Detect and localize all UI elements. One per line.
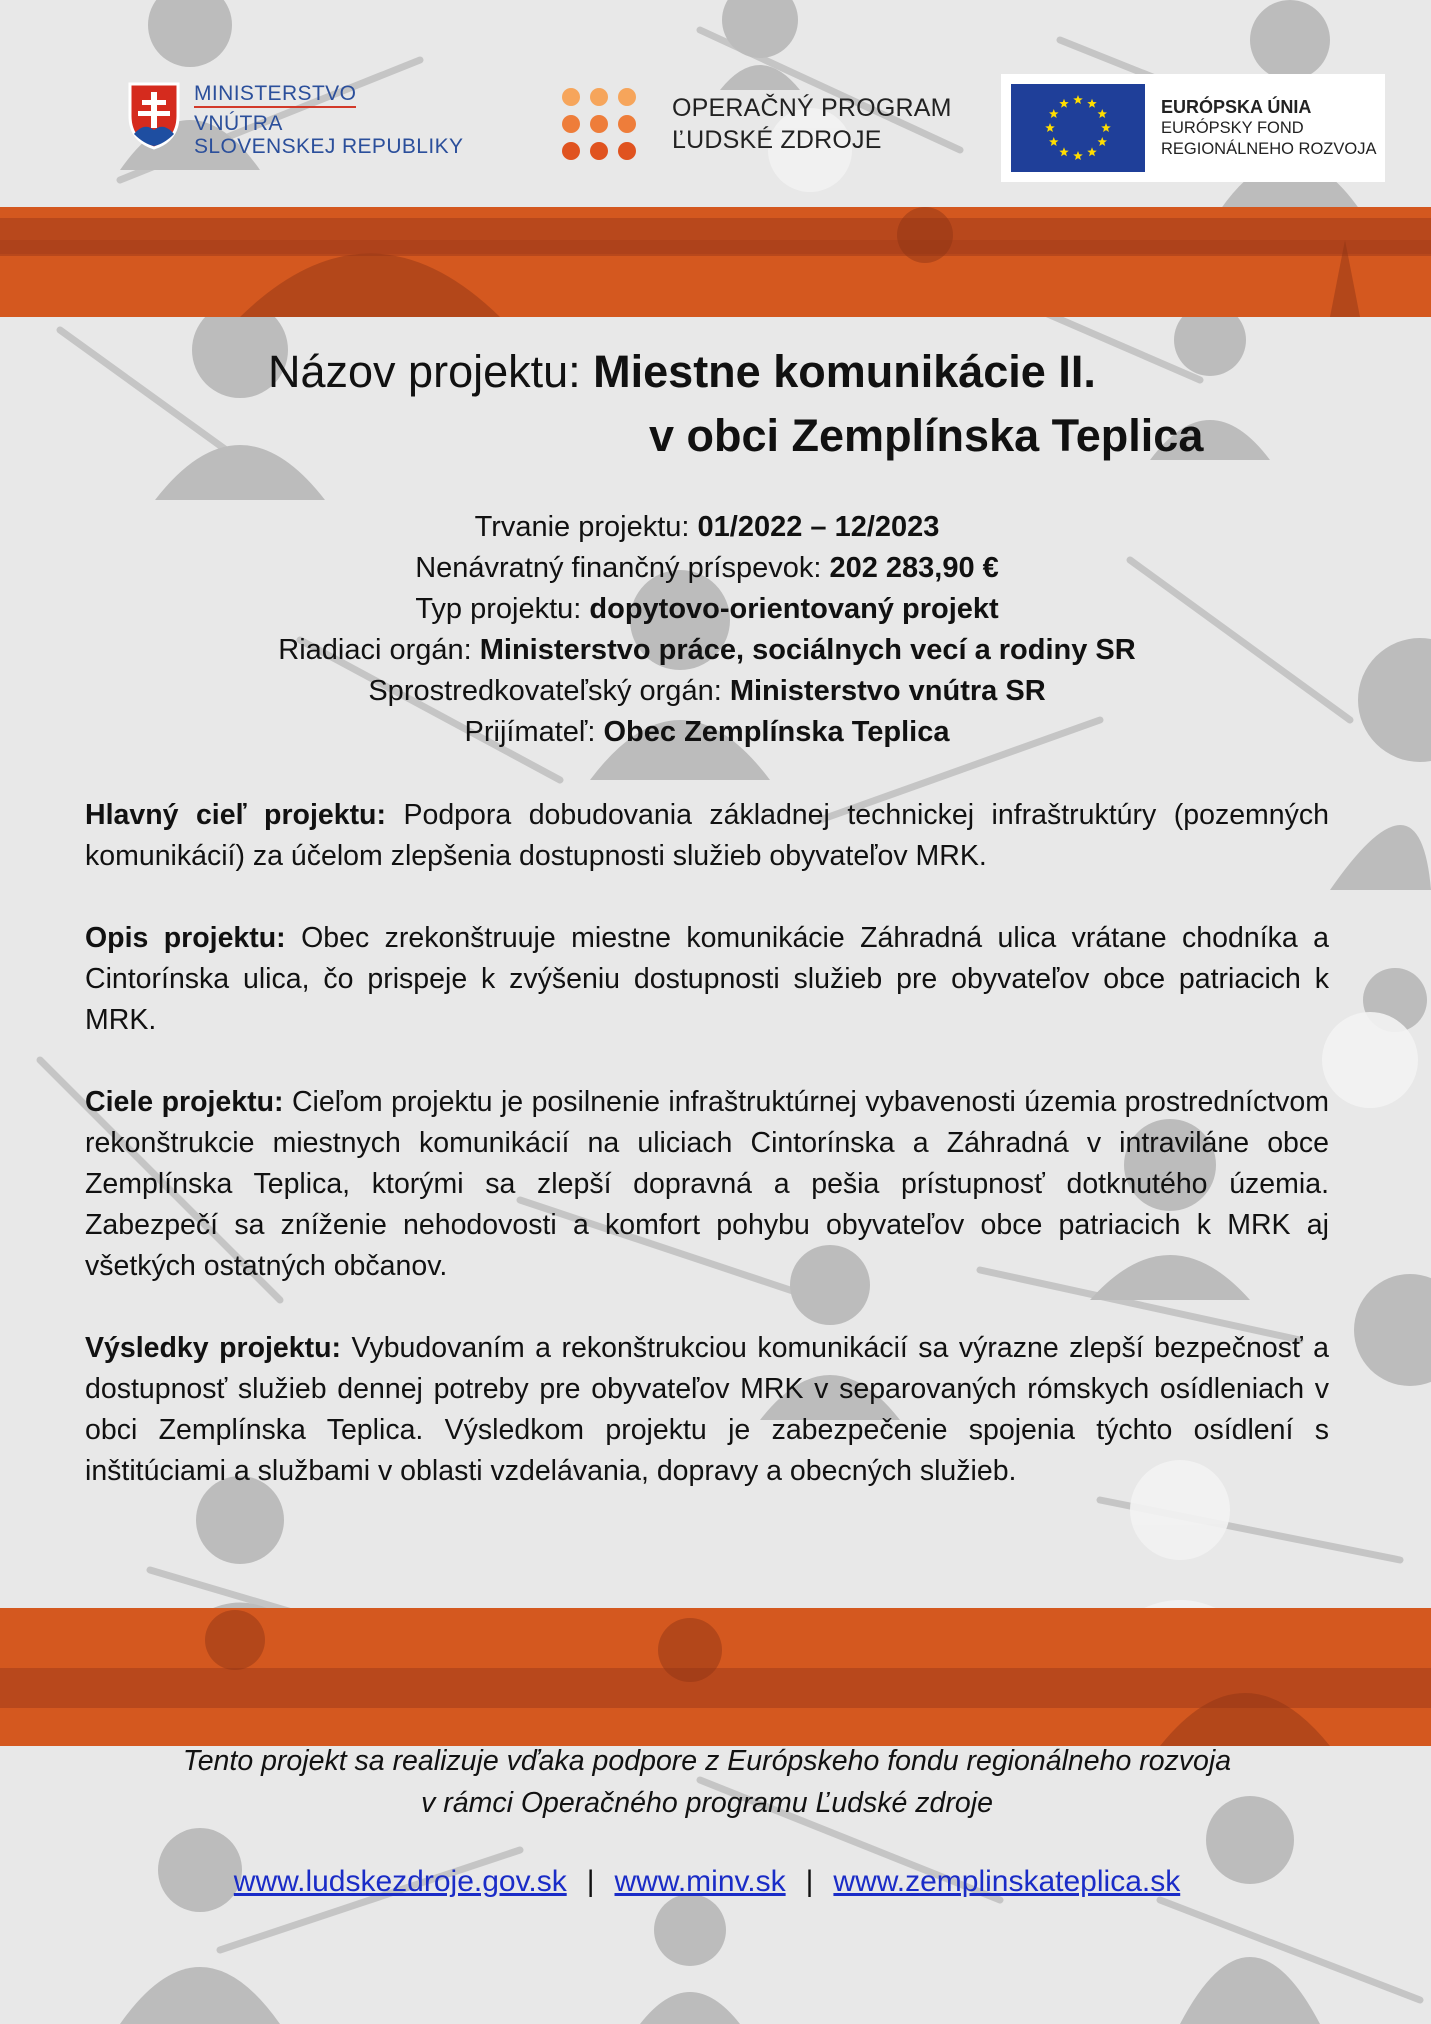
detail-row	[0, 712, 1414, 753]
detail-label: Nenávratný finančný príspevok:	[415, 552, 830, 584]
detail-value: dopytovo-orientovaný projekt	[589, 593, 999, 625]
title-line2: v obci Zemplínska Teplica	[649, 410, 1204, 461]
ministry-line3: SLOVENSKEJ REPUBLIKY	[194, 135, 464, 158]
ministry-logo	[128, 82, 463, 158]
detail-row	[0, 589, 1414, 630]
section-heading: Ciele projektu:	[85, 1086, 284, 1118]
section-text: Vybudovaním a rekonštrukciou komunikácií sa výrazne zlepší bezpečnosť a dostupnosť služieb dennej potreby pre obyvateľov MRK v separovaných rómskych osídleniach v obci Zemplínska Teplica. Výsledkom projektu je zabezpečenie spojenia týchto osídlení s inštitúciami a službami v oblasti vzdelávania, dopravy a obecných služieb.	[85, 1332, 1329, 1487]
program-line1: OPERAČNÝ PROGRAM	[672, 94, 952, 122]
slovak-coat-of-arms-icon	[128, 82, 180, 150]
link-zemplinskateplica[interactable]: www.zemplinskateplica.sk	[833, 1865, 1181, 1898]
section-heading: Hlavný cieľ projektu:	[85, 799, 386, 831]
detail-value: 01/2022 – 12/2023	[697, 511, 940, 543]
detail-label: Typ projektu:	[415, 593, 590, 625]
link-separator: |	[805, 1865, 814, 1898]
section-text: Obec zrekonštruuje miestne komunikácie Záhradná ulica vrátane chodníka a Cintorínska ulica, čo prispeje k zvýšeniu dostupnosti služieb pre obyvateľov obce patriacich k MRK.	[85, 922, 1329, 1036]
section-description	[85, 918, 1329, 1041]
dots-grid-icon	[560, 86, 638, 162]
detail-value: Obec Zemplínska Teplica	[603, 716, 950, 748]
project-title	[0, 340, 1431, 468]
link-ludskezdroje[interactable]: www.ludskezdroje.gov.sk	[233, 1865, 567, 1898]
funding-note	[0, 1740, 1414, 1824]
section-text: Podpora dobudovania základnej technickej infraštruktúry (pozemných komunikácií) za účelom zlepšenia dostupnosti služieb obyvateľov MRK.	[85, 799, 1329, 872]
eu-line1: EURÓPSKA ÚNIA	[1161, 96, 1312, 117]
project-sections	[85, 795, 1329, 1533]
section-heading: Výsledky projektu:	[85, 1332, 341, 1364]
detail-row	[0, 507, 1414, 548]
detail-row	[0, 671, 1414, 712]
program-logo	[560, 86, 952, 162]
funding-line1: Tento projekt sa realizuje vďaka podpore z Európskeho fondu regionálneho rozvoja	[182, 1745, 1232, 1777]
program-line2: ĽUDSKÉ ZDROJE	[672, 126, 882, 154]
title-label: Názov projektu:	[268, 346, 594, 397]
section-results	[85, 1328, 1329, 1492]
section-main-goal	[85, 795, 1329, 877]
eu-logo	[1001, 74, 1385, 182]
eu-flag-icon	[1011, 84, 1145, 172]
detail-value: 202 283,90 €	[829, 552, 999, 584]
detail-row	[0, 630, 1414, 671]
section-heading: Opis projektu:	[85, 922, 286, 954]
detail-value: Ministerstvo vnútra SR	[729, 675, 1046, 707]
detail-label: Trvanie projektu:	[474, 511, 698, 543]
link-minv[interactable]: www.minv.sk	[614, 1865, 786, 1898]
project-details	[0, 507, 1414, 753]
section-goals	[85, 1082, 1329, 1287]
detail-label: Riadiaci orgán:	[278, 634, 480, 666]
ministry-line2: VNÚTRA	[194, 112, 283, 135]
funding-line2: v rámci Operačného programu Ľudské zdroje	[421, 1787, 993, 1819]
eu-line3: REGIONÁLNEHO ROZVOJA	[1161, 139, 1377, 158]
detail-label: Prijímateľ:	[464, 716, 604, 748]
link-separator: |	[586, 1865, 595, 1898]
detail-value: Ministerstvo práce, sociálnych vecí a rodiny SR	[479, 634, 1136, 666]
detail-label: Sprostredkovateľský orgán:	[368, 675, 730, 707]
footer-links	[0, 1862, 1414, 1902]
title-line1: Miestne komunikácie II.	[593, 346, 1096, 397]
section-text: Cieľom projektu je posilnenie infraštruktúrnej vybavenosti územia prostredníctvom rekonštrukcie miestnych komunikácií na uliciach Cintorínska a Záhradná v intraviláne obce Zemplínska Teplica, ktorými sa zlepší dopravná a pešia prístupnosť dotknutého územia. Zabezpečí sa zníženie nehodovosti a komfort pohybu obyvateľov obce patriacich k MRK aj všetkých ostatných občanov.	[85, 1086, 1329, 1282]
eu-line2: EURÓPSKY FOND	[1161, 118, 1304, 137]
detail-row	[0, 548, 1414, 589]
ministry-line1: MINISTERSTVO	[194, 82, 356, 108]
